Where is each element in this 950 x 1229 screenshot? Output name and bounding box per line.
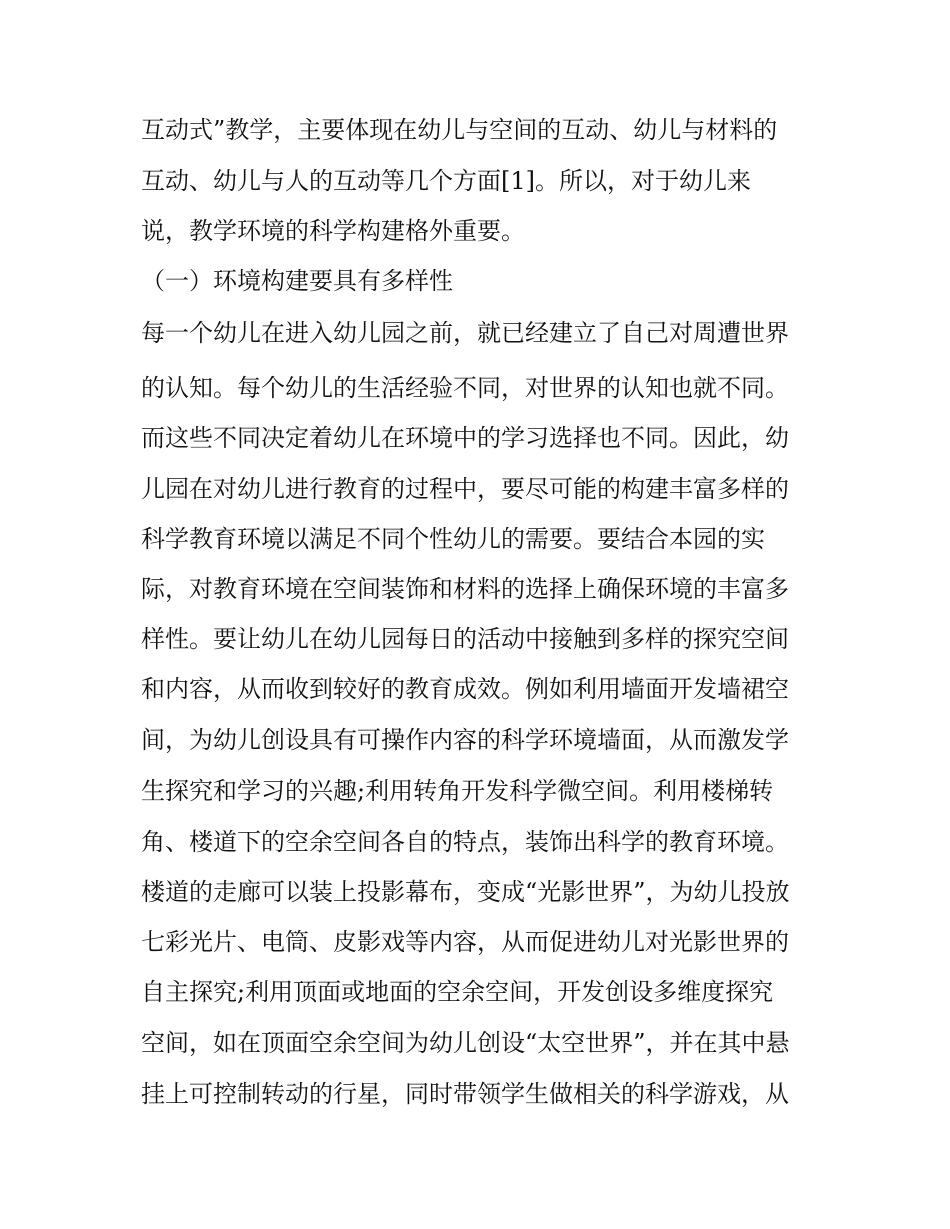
text-line: 的认知。每个幼儿的生活经验不同，对世界的认知也就不同。 <box>141 374 789 402</box>
text-line: 角、楼道下的空余空间各自的特点，装饰出科学的教育环境。 <box>141 828 789 856</box>
text-line: 自主探究;利用顶面或地面的空余空间，开发创设多维度探究 <box>141 978 774 1006</box>
text-line: 而这些不同决定着幼儿在环境中的学习选择也不同。因此，幼 <box>141 424 789 452</box>
text-line: 每一个幼儿在进入幼儿园之前，就已经建立了自己对周遭世界 <box>141 319 789 347</box>
text-line: 互动、幼儿与人的互动等几个方面[1]。所以，对于幼儿来 <box>141 167 751 195</box>
text-line: 空间，如在顶面空余空间为幼儿创设“太空世界”，并在其中悬 <box>141 1029 790 1057</box>
text-line: 间，为幼儿创设具有可操作内容的科学环境墙面，从而激发学 <box>141 726 789 754</box>
text-line: 互动式”教学，主要体现在幼儿与空间的互动、幼儿与材料的 <box>141 116 778 144</box>
text-line: 和内容，从而收到较好的教育成效。例如利用墙面开发墙裙空 <box>141 675 789 703</box>
text-line: 挂上可控制转动的行星，同时带领学生做相关的科学游戏，从 <box>141 1080 789 1108</box>
text-line: 科学教育环境以满足不同个性幼儿的需要。要结合本园的实 <box>141 525 765 553</box>
text-line: 儿园在对幼儿进行教育的过程中，要尽可能的构建丰富多样的 <box>141 475 789 503</box>
text-line: 样性。要让幼儿在幼儿园每日的活动中接触到多样的探究空间 <box>141 625 789 653</box>
section-heading: （一）环境构建要具有多样性 <box>141 267 453 295</box>
text-line: 际，对教育环境在空间装饰和材料的选择上确保环境的丰富多 <box>141 575 789 603</box>
text-line: 说，教学环境的科学构建格外重要。 <box>141 217 525 245</box>
text-line: 生探究和学习的兴趣;利用转角开发科学微空间。利用楼梯转 <box>141 777 774 805</box>
text-line: 楼道的走廊可以装上投影幕布，变成“光影世界”，为幼儿投放 <box>141 878 790 906</box>
text-line: 七彩光片、电筒、皮影戏等内容，从而促进幼儿对光影世界的 <box>141 928 789 956</box>
